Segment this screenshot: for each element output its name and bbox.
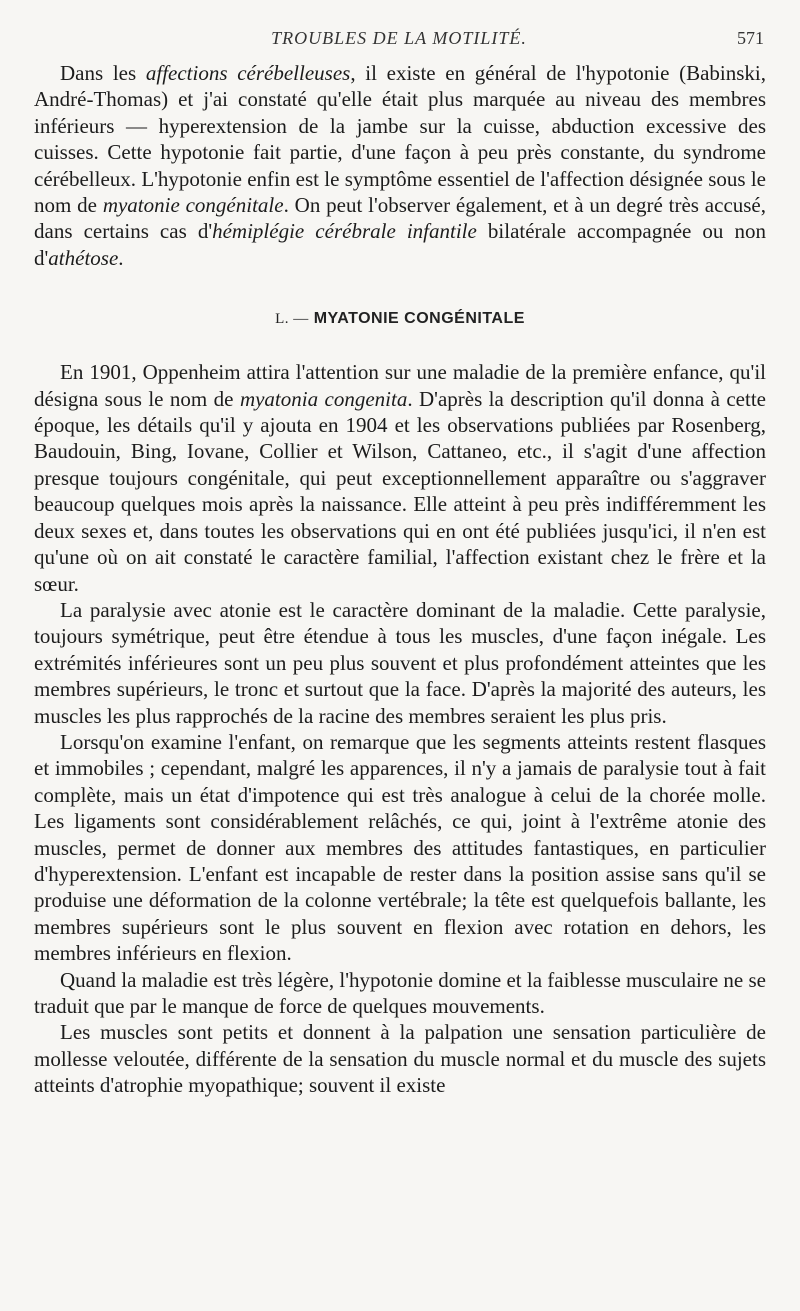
body-text	[34, 60, 766, 1099]
italic-term: hémiplégie cérébrale infantile	[212, 219, 477, 244]
running-head	[34, 28, 764, 54]
section-title: MYATONIE CONGÉNITALE	[313, 310, 525, 328]
text-run: . D'après la description qu'il donna à cette époque, les détails qu'il y ajouta en 1904 et les observations publiées par Rosenberg, Baudouin, Bing, Iovane, Collier et Wilson, Cattaneo, etc., il s'agit d'une affection presque toujours congénitale, qui peut exceptionnellement apparaître ou s'aggraver beaucoup quelques mois après la naissance. Elle atteint à peu près indifféremment les deux sexes et, dans toutes les observations qui en ont été publiées jusqu'ici, il n'en est qu'une où on ait constaté le caractère familial, l'affection existant chez le frère et la sœur.	[34, 386, 766, 596]
text-run: En 1901, Oppenheim attira l'attention sur une maladie de la première enfance, qu'il désigna sous le nom de	[34, 360, 766, 411]
intro-paragraph	[34, 60, 766, 271]
paragraph-muscles: Les muscles sont petits et donnent à la palpation une sensation particulière de mollesse veloutée, différente de la sensation du muscle normal et du muscle des sujets atteints d'atrophie myopathique; souvent il existe	[34, 1020, 766, 1098]
section-heading	[34, 289, 766, 349]
italic-term: myatonia congenita	[239, 386, 408, 411]
text-run: . On peut l'observer également, et à un degré très accusé, dans certains cas d'	[34, 193, 767, 244]
running-title: TROUBLES DE LA MOTILITÉ.	[271, 28, 527, 48]
italic-term: athétose	[48, 245, 119, 270]
paragraph-forme-legere: Quand la maladie est très légère, l'hypotonie domine et la faiblesse musculaire ne se traduit que par le manque de force de quelques mouvements.	[34, 967, 766, 1018]
section-number: L. —	[275, 311, 309, 328]
paragraph-examen: Lorsqu'on examine l'enfant, on remarque que les segments atteints restent flasques et immobiles ; cependant, malgré les apparences, il n'y a jamais de paralysie tout à fait complète, mais un état d'impotence qui est très analogue à celui de la chorée molle. Les ligaments sont considérablement relâchés, ce qui, joint à l'extrême atonie des muscles, permet de donner aux membres des attitudes fantastiques, en particulier d'hyperextension. L'enfant est incapable de rester dans la position assise sans qu'il se produise une déformation de la colonne vertébrale; la tête est quelquefois ballante, les membres supérieurs sont le plus souvent en flexion avec rotation en dehors, les membres inférieurs en flexion.	[34, 729, 766, 966]
paragraph-paralysie: La paralysie avec atonie est le caractère dominant de la maladie. Cette paralysie, toujours symétrique, peut être étendue à tous les muscles, d'une façon inégale. Les extrémités inférieures sont un peu plus souvent et plus profondément atteintes que les membres supérieurs, le tronc et surtout que la face. D'après la majorité des auteurs, les muscles les plus rapprochés de la racine des membres seraient les plus pris.	[34, 597, 766, 728]
page-number: 571	[737, 28, 764, 48]
text-run: , il existe en général de l'hypotonie (Babinski, André-Thomas) et j'ai constaté qu'elle était plus marquée au niveau des membres inférieurs — hyperextension de la jambe sur la cuisse, abduction excessive des cuisses. Cette hypotonie fait partie, d'une façon à peu près constante, du syndrome cérébelleux. L'hypotonie enfin est le symptôme essentiel de l'affection désignée sous le nom de	[34, 61, 766, 218]
text-run: Dans les	[60, 61, 146, 85]
text-run: .	[118, 245, 124, 270]
italic-term: affections cérébelleuses	[145, 61, 351, 85]
italic-term: myatonie congénitale	[102, 193, 284, 218]
paragraph-oppenheim	[34, 359, 766, 597]
text-run: bilatérale accompagnée ou non d'	[34, 219, 767, 270]
